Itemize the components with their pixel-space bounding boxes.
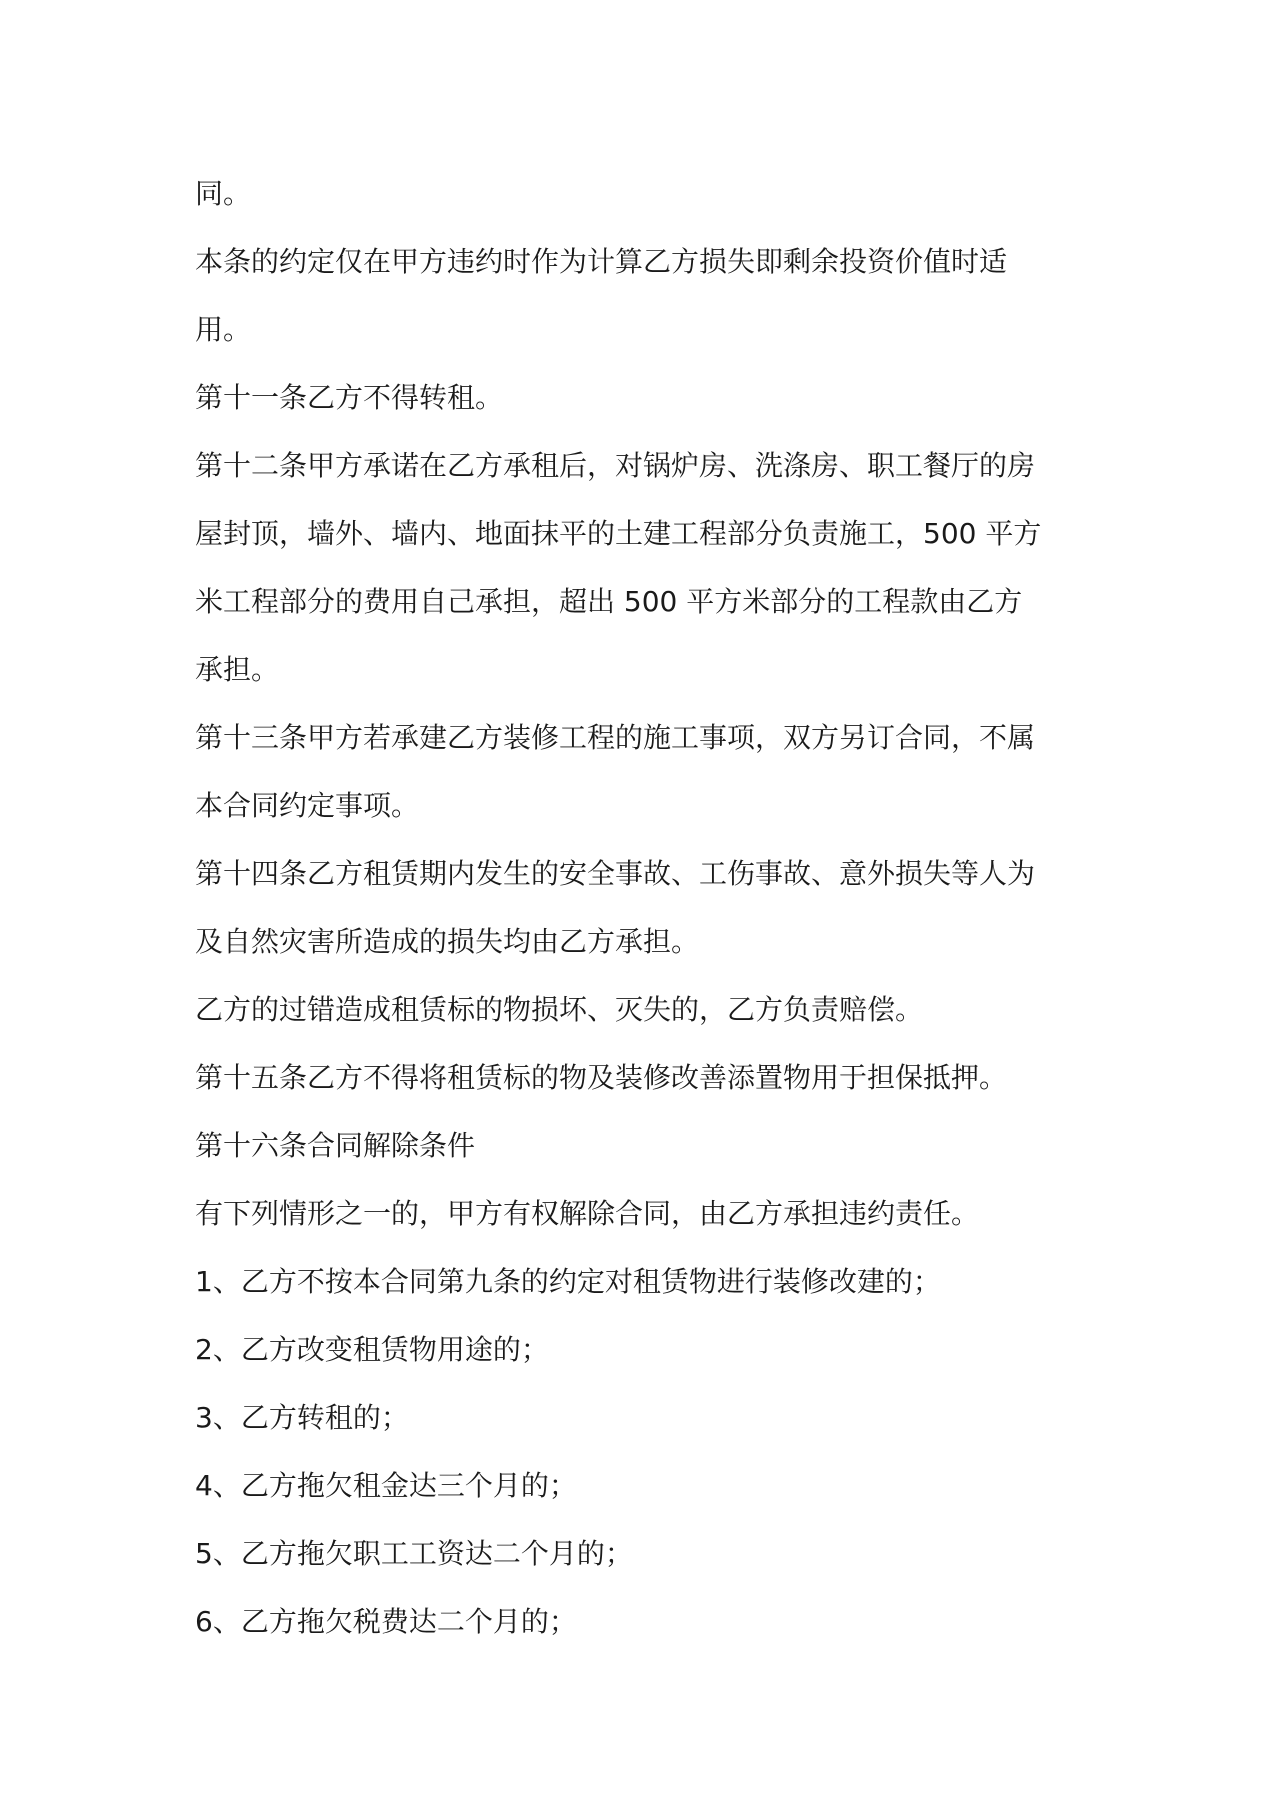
list-item: 5、乙方拖欠职工工资达二个月的；	[195, 1537, 633, 1570]
text-line: 及自然灾害所造成的损失均由乙方承担。	[195, 925, 700, 958]
text-line: 有下列情形之一的，甲方有权解除合同，由乙方承担违约责任。	[195, 1197, 980, 1230]
article-16-heading: 第十六条合同解除条件	[195, 1129, 476, 1162]
text-line: 米工程部分的费用自己承担，超出 500 平方米部分的工程款由乙方	[195, 585, 1023, 618]
text-line: 同。	[195, 177, 252, 210]
article-14: 第十四条乙方租赁期内发生的安全事故、工伤事故、意外损失等人为	[195, 857, 1036, 890]
document-body	[195, 160, 1095, 1656]
text-line: 承担。	[195, 653, 280, 686]
list-item: 3、乙方转租的；	[195, 1401, 409, 1434]
list-item: 6、乙方拖欠税费达二个月的；	[195, 1605, 577, 1638]
article-11: 第十一条乙方不得转租。	[195, 381, 504, 414]
article-15: 第十五条乙方不得将租赁标的物及装修改善添置物用于担保抵押。	[195, 1061, 1008, 1094]
article-13: 第十三条甲方若承建乙方装修工程的施工事项，双方另订合同，不属	[195, 721, 1036, 754]
text-line: 本合同约定事项。	[195, 789, 420, 822]
list-item: 2、乙方改变租赁物用途的；	[195, 1333, 549, 1366]
article-12: 第十二条甲方承诺在乙方承租后，对锅炉房、洗涤房、职工餐厅的房	[195, 449, 1036, 482]
text-line: 屋封顶，墙外、墙内、地面抹平的土建工程部分负责施工，500 平方	[195, 517, 1042, 550]
list-item: 1、乙方不按本合同第九条的约定对租赁物进行装修改建的；	[195, 1265, 941, 1298]
text-line: 乙方的过错造成租赁标的物损坏、灭失的，乙方负责赔偿。	[195, 993, 924, 1026]
text-line: 本条的约定仅在甲方违约时作为计算乙方损失即剩余投资价值时适	[195, 245, 1008, 278]
list-item: 4、乙方拖欠租金达三个月的；	[195, 1469, 577, 1502]
text-line: 用。	[195, 313, 252, 346]
